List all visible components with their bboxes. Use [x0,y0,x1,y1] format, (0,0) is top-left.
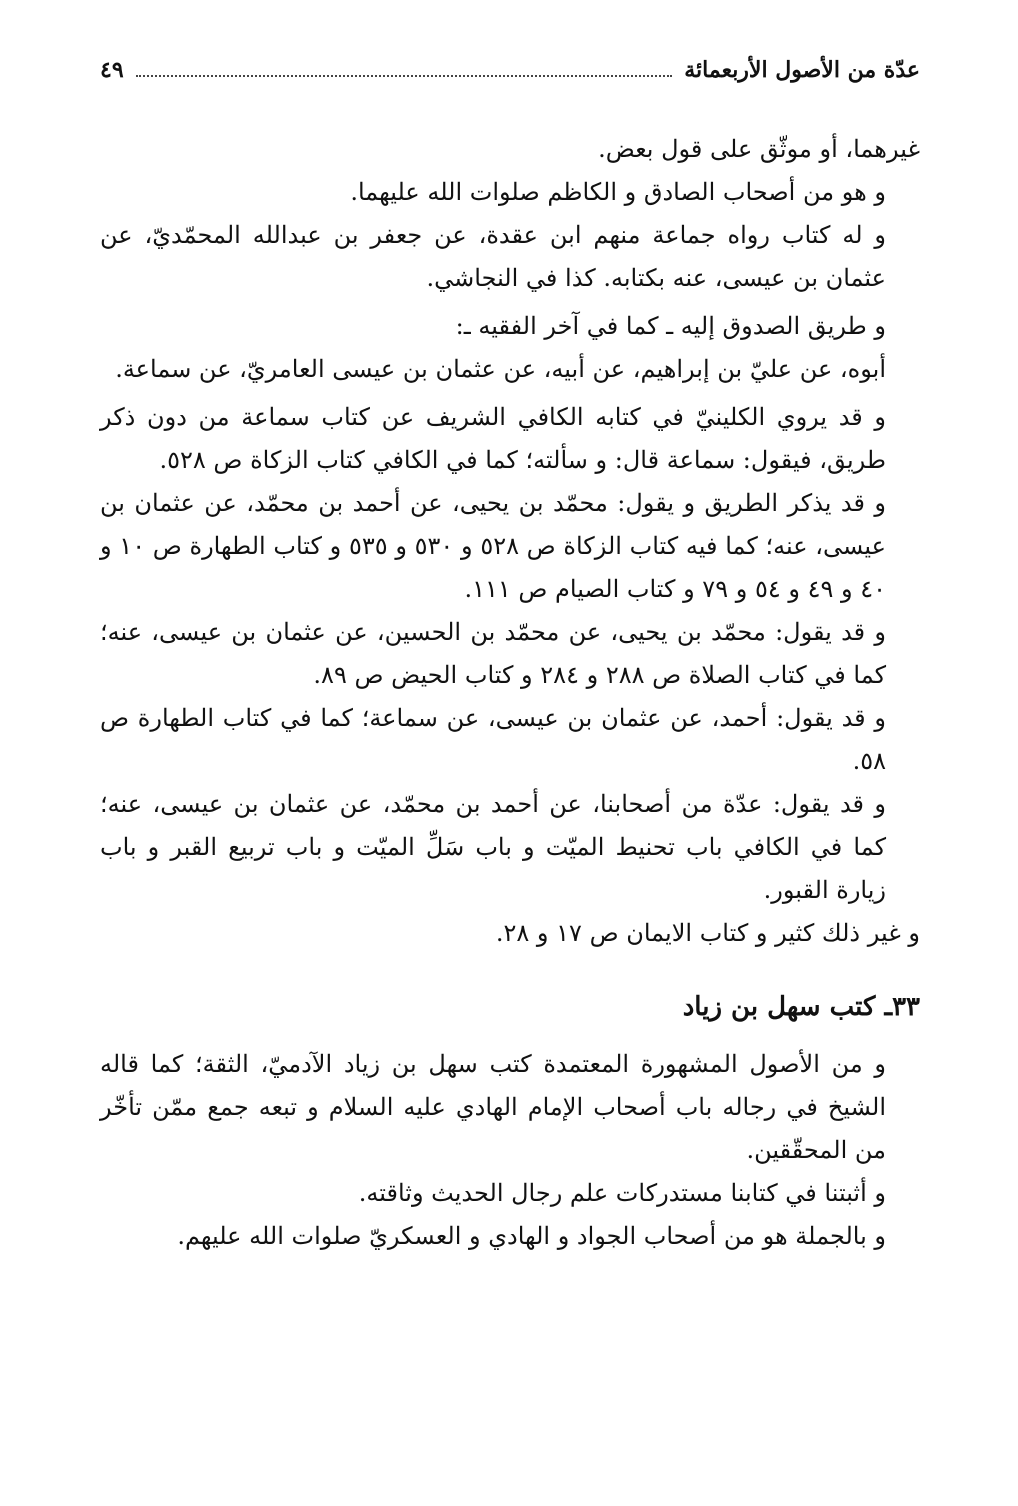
paragraph: و هو من أصحاب الصادق و الكاظم صلوات الله عليهما. [350,178,886,206]
paragraph: و غير ذلك كثير و كتاب الايمان ص ١٧ و ٢٨. [495,919,920,947]
paragraph: أبوه، عن عليّ بن إبراهيم، عن أبيه، عن عثمان بن عيسى العامريّ، عن سماعة. [115,355,886,383]
paragraph: و له كتاب رواه جماعة منهم ابن عقدة، عن جعفر بن عبدالله المحمّديّ، عن عثمان بن عيسى، عنه بكتابه. كذا في النجاشي. [100,221,886,292]
header-dot-leader [136,75,673,77]
section-paragraph: و أثبتنا في كتابنا مستدركات علم رجال الحديث وثاقته. [358,1179,886,1207]
header-title: عدّة من الأصول الأربعمائة [684,57,920,83]
section-paragraph: و من الأصول المشهورة المعتمدة كتب سهل بن زياد الآدميّ، الثقة؛ كما قاله الشيخ في رجاله باب أصحاب الإمام الهادي عليه السلام و تبعه جمع ممّن تأخّر من المحقّقين. [100,1050,886,1164]
paragraph: و قد يذكر الطريق و يقول: محمّد بن يحيى، عن أحمد بن محمّد، عن عثمان بن عيسى، عنه؛ كما فيه كتاب الزكاة ص ٥٢٨ و ٥٣٠ و ٥٣٥ و كتاب الطهارة ص ١٠ و ٤٠ و ٤٩ و ٥٤ و ٧٩ و كتاب الصيام ص ١١١. [100,489,887,603]
paragraph: غيرهما، أو موثّق على قول بعض. [598,135,920,163]
paragraph: و قد يقول: عدّة من أصحابنا، عن أحمد بن محمّد، عن عثمان بن عيسى، عنه؛ كما في الكافي باب تحنيط الميّت و باب سَلِّ الميّت و باب تربيع القبر و باب زيارة القبور. [100,790,886,904]
paragraph: و قد يروي الكلينيّ في كتابه الكافي الشريف عن كتاب سماعة من دون ذكر طريق، فيقول: سماعة قال: و سألته؛ كما في الكافي كتاب الزكاة ص ٥٢٨. [100,403,886,474]
page-number: ٤٩ [100,57,124,83]
section-paragraph: و بالجملة هو من أصحاب الجواد و الهادي و العسكريّ صلوات الله عليهم. [177,1222,886,1250]
paragraph: و طريق الصدوق إليه ـ كما في آخر الفقيه ـ: [455,312,886,340]
paragraph: و قد يقول: محمّد بن يحيى، عن محمّد بن الحسين، عن عثمان بن عيسى، عنه؛ كما في كتاب الصلاة ص ٢٨٨ و ٢٨٤ و كتاب الحيض ص ٨٩. [100,618,886,689]
paragraph: و قد يقول: أحمد، عن عثمان بن عيسى، عن سماعة؛ كما في كتاب الطهارة ص ٥٨. [100,704,887,775]
page-body [100,128,920,1258]
section-heading: ٣٣ـ كتب سهل بن زياد [682,992,920,1022]
running-header [100,48,920,92]
